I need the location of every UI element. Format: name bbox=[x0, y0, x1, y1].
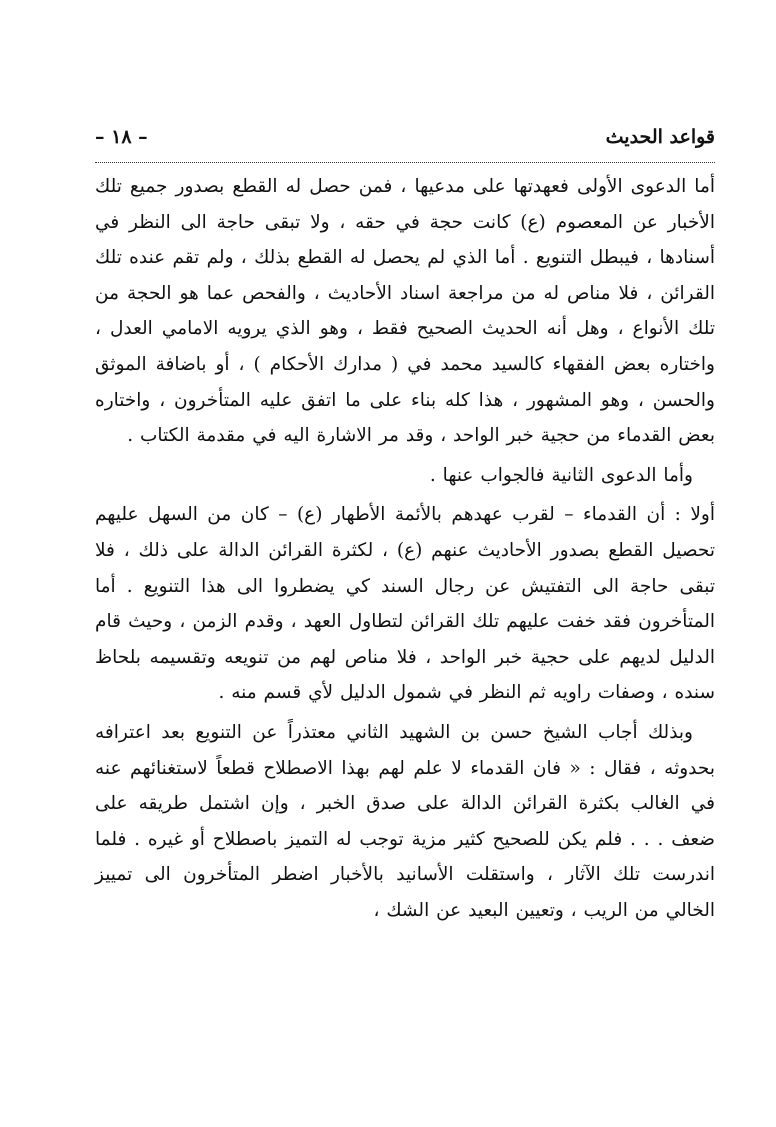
page-header bbox=[95, 118, 715, 163]
page-number: – ١٨ – bbox=[95, 126, 148, 148]
document-page bbox=[95, 118, 715, 932]
paragraph-second-claim: وأما الدعوى الثانية فالجواب عنها . bbox=[429, 464, 693, 486]
body-text bbox=[95, 169, 715, 928]
paragraph-quotation: وبذلك أجاب الشيخ حسن بن الشهيد الثاني معتذراً عن التنويع بعد اعترافه بحدوثه ، فقال : « فان القدماء لا علم لهم بهذا الاصطلاح قطعاً لاستغنائهم عنه في الغالب بكثرة القرائن الدالة على صدق الخبر ، وإن اشتمل طريقه على ضعف . . . فلم يكن للصحيح كثير مزية توجب له التميز باصطلاح أو غيره . فلما اندرست تلك الآثار ، واستقلت الأسانيد بالأخبار اضطر المتأخرون الى تمييز الخالي من الريب ، وتعيين البعيد عن الشك ، bbox=[95, 721, 715, 921]
paragraph-first-claim: أما الدعوى الأولى فعهدتها على مدعيها ، فمن حصل له القطع بصدور جميع تلك الأخبار عن المعصوم (ع) كانت حجة في حقه ، ولا تبقى حاجة الى النظر في أسنادها ، فيبطل التنويع . أما الذي لم يحصل له القطع بذلك ، ولم تقم عنده تلك القرائن ، فلا مناص له من مراجعة اسناد الأحاديث ، والفحص عما هو الحجة من تلك الأنواع ، وهل أنه الحديث الصحيح فقط ، وهو الذي يرويه الامامي العدل ، واختاره بعض الفقهاء كالسيد محمد في ( مدارك الأحكام ) ، أو باضافة الموثق والحسن ، وهو المشهور ، هذا كله بناء على ما اتفق عليه المتأخرون ، واختاره بعض القدماء من حجية خبر الواحد ، وقد مر الاشارة اليه في مقدمة الكتاب . bbox=[95, 176, 715, 447]
running-title: قواعد الحديث bbox=[605, 126, 715, 148]
paragraph-firstly: أولا : أن القدماء – لقرب عهدهم بالأئمة الأطهار (ع) – كان من السهل عليهم تحصيل القطع بصدور الأحاديث عنهم (ع) ، لكثرة القرائن الدالة على ذلك ، فلا تبقى حاجة الى التفتيش عن رجال السند كي يضطروا الى هذا التنويع . أما المتأخرون فقد خفت عليهم تلك القرائن لتطاول العهد ، وقدم الزمن ، وحيث قام الدليل لديهم على حجية خبر الواحد ، فلا مناص لهم من تنويعه وتقسيمه بلحاظ سنده ، وصفات راويه ثم النظر في شمول الدليل لأي قسم منه . bbox=[95, 504, 715, 704]
